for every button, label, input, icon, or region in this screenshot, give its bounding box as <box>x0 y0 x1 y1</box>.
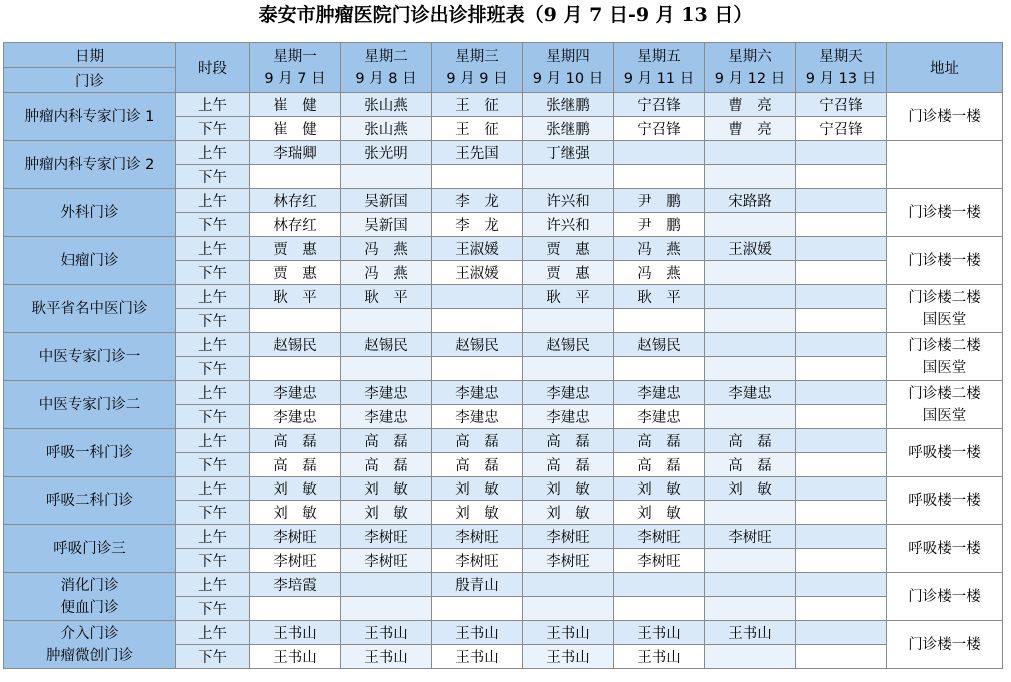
header-weekday: 星期一 <box>273 48 317 65</box>
doctor-cell <box>250 309 341 333</box>
doctor-cell: 贾 惠 <box>523 237 614 261</box>
doctor-cell <box>796 237 887 261</box>
doctor-cell <box>341 165 432 189</box>
doctor-cell: 高 磊 <box>705 453 796 477</box>
doctor-cell: 耿 平 <box>341 285 432 309</box>
doctor-cell <box>796 381 887 405</box>
doctor-cell: 冯 燕 <box>341 261 432 285</box>
doctor-cell: 耿 平 <box>614 285 705 309</box>
doctor-cell: 林存红 <box>250 189 341 213</box>
period-am: 上午 <box>176 429 250 453</box>
doctor-cell <box>796 333 887 357</box>
doctor-cell <box>705 357 796 381</box>
doctor-cell <box>705 597 796 621</box>
doctor-cell <box>705 165 796 189</box>
doctor-cell <box>614 597 705 621</box>
header-weekday: 星期天 <box>819 48 863 65</box>
clinic-name-line: 肿瘤内科专家门诊 2 <box>24 156 155 173</box>
doctor-cell: 李树旺 <box>523 525 614 549</box>
doctor-cell: 李树旺 <box>341 549 432 573</box>
page-title: 泰安市肿瘤医院门诊出诊排班表（9 月 7 日-9 月 13 日） <box>258 4 753 26</box>
doctor-cell <box>614 573 705 597</box>
header-date-label: 日期 <box>4 43 176 68</box>
doctor-cell: 李 龙 <box>432 213 523 237</box>
period-pm: 下午 <box>176 597 250 621</box>
period-am: 上午 <box>176 93 250 117</box>
doctor-cell: 赵锡民 <box>614 333 705 357</box>
doctor-cell: 李树旺 <box>614 549 705 573</box>
doctor-cell: 王淑媛 <box>432 261 523 285</box>
table-row <box>4 237 1003 261</box>
doctor-cell: 李建忠 <box>432 405 523 429</box>
period-pm: 下午 <box>176 405 250 429</box>
doctor-cell <box>341 309 432 333</box>
doctor-cell <box>796 645 887 669</box>
doctor-cell: 王书山 <box>432 621 523 645</box>
doctor-cell <box>796 525 887 549</box>
period-pm: 下午 <box>176 501 250 525</box>
doctor-cell: 刘 敏 <box>341 477 432 501</box>
clinic-address-line: 门诊楼一楼 <box>908 252 981 269</box>
clinic-name-line: 耿平省名中医门诊 <box>31 300 148 317</box>
doctor-cell <box>432 357 523 381</box>
doctor-cell: 高 磊 <box>341 429 432 453</box>
doctor-cell: 王书山 <box>523 621 614 645</box>
doctor-cell <box>432 597 523 621</box>
doctor-cell: 王书山 <box>614 621 705 645</box>
doctor-cell <box>705 261 796 285</box>
doctor-cell: 王书山 <box>614 645 705 669</box>
doctor-cell: 刘 敏 <box>523 501 614 525</box>
doctor-cell: 王先国 <box>432 141 523 165</box>
period-am: 上午 <box>176 189 250 213</box>
doctor-cell: 崔 健 <box>250 117 341 141</box>
table-row <box>4 93 1003 117</box>
doctor-cell <box>341 597 432 621</box>
clinic-name-line: 消化门诊 <box>60 577 119 594</box>
table-row <box>4 189 1003 213</box>
doctor-cell: 曹 亮 <box>705 93 796 117</box>
clinic-address <box>887 141 1003 189</box>
doctor-cell <box>705 309 796 333</box>
table-row <box>4 429 1003 453</box>
doctor-cell <box>796 357 887 381</box>
doctor-cell: 李建忠 <box>614 405 705 429</box>
doctor-cell <box>250 165 341 189</box>
doctor-cell: 赵锡民 <box>523 333 614 357</box>
header-date: 9 月 13 日 <box>805 70 877 87</box>
doctor-cell: 宁召锋 <box>796 93 887 117</box>
doctor-cell <box>796 141 887 165</box>
doctor-cell <box>523 165 614 189</box>
clinic-name <box>4 429 176 477</box>
doctor-cell: 高 磊 <box>341 453 432 477</box>
doctor-cell: 赵锡民 <box>341 333 432 357</box>
period-am: 上午 <box>176 141 250 165</box>
doctor-cell: 王 征 <box>432 93 523 117</box>
clinic-name <box>4 525 176 573</box>
clinic-name <box>4 189 176 237</box>
doctor-cell: 张继鹏 <box>523 117 614 141</box>
doctor-cell <box>523 597 614 621</box>
doctor-cell <box>341 357 432 381</box>
doctor-cell: 王书山 <box>705 621 796 645</box>
clinic-name-line: 介入门诊 <box>60 625 119 642</box>
doctor-cell <box>796 477 887 501</box>
header-date: 9 月 8 日 <box>355 70 417 87</box>
period-pm: 下午 <box>176 549 250 573</box>
doctor-cell: 贾 惠 <box>523 261 614 285</box>
doctor-cell <box>523 309 614 333</box>
doctor-cell <box>705 645 796 669</box>
table-row <box>4 333 1003 357</box>
doctor-cell <box>250 357 341 381</box>
doctor-cell: 高 磊 <box>432 429 523 453</box>
doctor-cell: 李树旺 <box>250 549 341 573</box>
doctor-cell <box>705 213 796 237</box>
doctor-cell: 李树旺 <box>432 525 523 549</box>
period-pm: 下午 <box>176 117 250 141</box>
doctor-cell: 刘 敏 <box>614 501 705 525</box>
clinic-address <box>887 573 1003 621</box>
period-am: 上午 <box>176 237 250 261</box>
doctor-cell: 宋路路 <box>705 189 796 213</box>
clinic-name-line: 外科门诊 <box>60 204 119 221</box>
doctor-cell <box>705 141 796 165</box>
doctor-cell: 刘 敏 <box>705 477 796 501</box>
doctor-cell: 吴新国 <box>341 189 432 213</box>
period-am: 上午 <box>176 381 250 405</box>
doctor-cell: 李建忠 <box>250 381 341 405</box>
header-clinic-label: 门诊 <box>4 68 176 93</box>
table-row <box>4 573 1003 597</box>
doctor-cell: 高 磊 <box>250 453 341 477</box>
doctor-cell <box>705 285 796 309</box>
clinic-name <box>4 381 176 429</box>
clinic-address-line: 门诊楼一楼 <box>908 636 981 653</box>
doctor-cell: 王淑媛 <box>705 237 796 261</box>
clinic-address-line: 门诊楼一楼 <box>908 204 981 221</box>
doctor-cell: 张光明 <box>341 141 432 165</box>
period-am: 上午 <box>176 573 250 597</box>
header-day-7 <box>796 43 887 93</box>
doctor-cell: 吴新国 <box>341 213 432 237</box>
clinic-name <box>4 285 176 333</box>
clinic-address <box>887 477 1003 525</box>
doctor-cell: 王淑媛 <box>432 237 523 261</box>
period-am: 上午 <box>176 621 250 645</box>
clinic-name-line: 妇瘤门诊 <box>60 252 119 269</box>
doctor-cell: 李 龙 <box>432 189 523 213</box>
doctor-cell: 张山燕 <box>341 117 432 141</box>
doctor-cell: 王 征 <box>432 117 523 141</box>
header-day-4 <box>523 43 614 93</box>
doctor-cell: 张山燕 <box>341 93 432 117</box>
doctor-cell: 冯 燕 <box>614 261 705 285</box>
doctor-cell: 王书山 <box>341 621 432 645</box>
doctor-cell <box>796 309 887 333</box>
doctor-cell: 李建忠 <box>250 405 341 429</box>
doctor-cell: 张继鹏 <box>523 93 614 117</box>
period-am: 上午 <box>176 285 250 309</box>
clinic-address-line: 门诊楼一楼 <box>908 588 981 605</box>
period-pm: 下午 <box>176 357 250 381</box>
clinic-address-line: 呼吸楼一楼 <box>908 540 981 557</box>
header-date: 9 月 7 日 <box>264 70 326 87</box>
period-pm: 下午 <box>176 213 250 237</box>
doctor-cell: 宁召锋 <box>614 117 705 141</box>
doctor-cell: 刘 敏 <box>250 501 341 525</box>
clinic-address <box>887 381 1003 429</box>
header-weekday: 星期五 <box>637 48 681 65</box>
clinic-address-line: 门诊楼二楼 <box>908 385 981 402</box>
doctor-cell: 刘 敏 <box>341 501 432 525</box>
clinic-address-line: 呼吸楼一楼 <box>908 492 981 509</box>
doctor-cell <box>614 165 705 189</box>
doctor-cell: 李建忠 <box>523 405 614 429</box>
clinic-address-line: 门诊楼二楼 <box>908 289 981 306</box>
doctor-cell <box>705 549 796 573</box>
doctor-cell <box>523 573 614 597</box>
clinic-name <box>4 573 176 621</box>
header-weekday: 星期四 <box>546 48 590 65</box>
clinic-address-line: 呼吸楼一楼 <box>908 444 981 461</box>
doctor-cell: 耿 平 <box>523 285 614 309</box>
header-day-1 <box>250 43 341 93</box>
doctor-cell: 李建忠 <box>523 381 614 405</box>
doctor-cell <box>250 597 341 621</box>
doctor-cell: 李树旺 <box>250 525 341 549</box>
doctor-cell: 尹 鹏 <box>614 213 705 237</box>
doctor-cell: 高 磊 <box>432 453 523 477</box>
table-row <box>4 285 1003 309</box>
clinic-name-line: 中医专家门诊二 <box>38 396 141 413</box>
clinic-name <box>4 477 176 525</box>
doctor-cell <box>796 165 887 189</box>
doctor-cell <box>796 405 887 429</box>
period-pm: 下午 <box>176 309 250 333</box>
header-date: 9 月 10 日 <box>532 70 604 87</box>
doctor-cell <box>523 357 614 381</box>
clinic-address-line: 国医堂 <box>922 407 967 424</box>
period-am: 上午 <box>176 477 250 501</box>
header-period-label: 时段 <box>176 43 250 93</box>
doctor-cell: 李培霞 <box>250 573 341 597</box>
doctor-cell: 刘 敏 <box>523 477 614 501</box>
doctor-cell <box>796 189 887 213</box>
table-row <box>4 525 1003 549</box>
header-address-label: 地址 <box>887 43 1003 93</box>
doctor-cell: 王书山 <box>250 621 341 645</box>
doctor-cell <box>796 285 887 309</box>
doctor-cell: 冯 燕 <box>614 237 705 261</box>
period-am: 上午 <box>176 525 250 549</box>
period-am: 上午 <box>176 333 250 357</box>
doctor-cell: 殷青山 <box>432 573 523 597</box>
doctor-cell: 贾 惠 <box>250 237 341 261</box>
clinic-name-line: 肿瘤内科专家门诊 1 <box>24 108 155 125</box>
clinic-address-line: 门诊楼一楼 <box>908 108 981 125</box>
doctor-cell: 王书山 <box>250 645 341 669</box>
clinic-address <box>887 621 1003 669</box>
period-pm: 下午 <box>176 453 250 477</box>
doctor-cell: 崔 健 <box>250 93 341 117</box>
doctor-cell: 刘 敏 <box>250 477 341 501</box>
clinic-name-line: 呼吸二科门诊 <box>46 492 133 509</box>
period-pm: 下午 <box>176 165 250 189</box>
clinic-address-line: 门诊楼二楼 <box>908 337 981 354</box>
table-row <box>4 141 1003 165</box>
header-day-3 <box>432 43 523 93</box>
header-weekday: 星期六 <box>728 48 772 65</box>
doctor-cell: 林存红 <box>250 213 341 237</box>
doctor-cell: 王书山 <box>341 645 432 669</box>
doctor-cell: 尹 鹏 <box>614 189 705 213</box>
doctor-cell: 李建忠 <box>341 405 432 429</box>
doctor-cell: 许兴和 <box>523 189 614 213</box>
clinic-name-line: 肿瘤微创门诊 <box>46 647 133 664</box>
clinic-address-line: 国医堂 <box>922 311 967 328</box>
doctor-cell: 刘 敏 <box>432 477 523 501</box>
doctor-cell <box>614 141 705 165</box>
header-day-5 <box>614 43 705 93</box>
doctor-cell <box>796 453 887 477</box>
table-row <box>4 621 1003 645</box>
doctor-cell <box>796 549 887 573</box>
doctor-cell <box>705 573 796 597</box>
header-date: 9 月 11 日 <box>623 70 695 87</box>
doctor-cell <box>796 429 887 453</box>
header-date: 9 月 9 日 <box>446 70 508 87</box>
clinic-name-line: 便血门诊 <box>60 599 119 616</box>
doctor-cell: 李建忠 <box>341 381 432 405</box>
clinic-name <box>4 333 176 381</box>
doctor-cell: 李树旺 <box>705 525 796 549</box>
doctor-cell: 赵锡民 <box>250 333 341 357</box>
clinic-name-line: 中医专家门诊一 <box>38 348 141 365</box>
doctor-cell: 李建忠 <box>614 381 705 405</box>
doctor-cell <box>614 357 705 381</box>
doctor-cell: 王书山 <box>432 645 523 669</box>
doctor-cell <box>796 597 887 621</box>
doctor-cell <box>432 165 523 189</box>
clinic-address <box>887 237 1003 285</box>
doctor-cell <box>705 501 796 525</box>
clinic-name <box>4 141 176 189</box>
doctor-cell <box>796 501 887 525</box>
doctor-cell: 曹 亮 <box>705 117 796 141</box>
doctor-cell: 高 磊 <box>523 453 614 477</box>
clinic-name-line: 呼吸门诊三 <box>53 540 126 557</box>
doctor-cell <box>432 309 523 333</box>
doctor-cell <box>341 573 432 597</box>
clinic-name <box>4 621 176 669</box>
header-row <box>4 43 1003 68</box>
table-row <box>4 477 1003 501</box>
clinic-name <box>4 237 176 285</box>
doctor-cell: 刘 敏 <box>614 477 705 501</box>
doctor-cell: 王书山 <box>523 645 614 669</box>
header-weekday: 星期二 <box>364 48 408 65</box>
clinic-address-line: 国医堂 <box>922 359 967 376</box>
doctor-cell: 贾 惠 <box>250 261 341 285</box>
doctor-cell <box>796 621 887 645</box>
doctor-cell: 李树旺 <box>341 525 432 549</box>
clinic-name <box>4 93 176 141</box>
doctor-cell: 赵锡民 <box>432 333 523 357</box>
clinic-address <box>887 333 1003 381</box>
clinic-address <box>887 285 1003 333</box>
doctor-cell: 宁召锋 <box>614 93 705 117</box>
period-pm: 下午 <box>176 261 250 285</box>
header-day-2 <box>341 43 432 93</box>
table-row <box>4 381 1003 405</box>
doctor-cell <box>796 573 887 597</box>
clinic-address <box>887 429 1003 477</box>
doctor-cell: 高 磊 <box>705 429 796 453</box>
doctor-cell <box>432 285 523 309</box>
doctor-cell: 李建忠 <box>705 381 796 405</box>
header-date: 9 月 12 日 <box>714 70 786 87</box>
doctor-cell: 刘 敏 <box>432 501 523 525</box>
clinic-address <box>887 93 1003 141</box>
header-weekday: 星期三 <box>455 48 499 65</box>
clinic-name-line: 呼吸一科门诊 <box>46 444 133 461</box>
doctor-cell <box>796 261 887 285</box>
doctor-cell: 冯 燕 <box>341 237 432 261</box>
doctor-cell: 高 磊 <box>250 429 341 453</box>
doctor-cell: 李树旺 <box>523 549 614 573</box>
clinic-address <box>887 525 1003 573</box>
doctor-cell <box>614 309 705 333</box>
header-day-6 <box>705 43 796 93</box>
doctor-cell: 李树旺 <box>614 525 705 549</box>
doctor-cell: 李建忠 <box>432 381 523 405</box>
doctor-cell: 高 磊 <box>523 429 614 453</box>
doctor-cell <box>705 405 796 429</box>
doctor-cell: 高 磊 <box>614 429 705 453</box>
doctor-cell: 李瑞卿 <box>250 141 341 165</box>
doctor-cell: 李树旺 <box>432 549 523 573</box>
doctor-cell: 高 磊 <box>614 453 705 477</box>
doctor-cell: 耿 平 <box>250 285 341 309</box>
doctor-cell <box>705 333 796 357</box>
doctor-cell <box>796 213 887 237</box>
doctor-cell: 许兴和 <box>523 213 614 237</box>
period-pm: 下午 <box>176 645 250 669</box>
doctor-cell: 宁召锋 <box>796 117 887 141</box>
doctor-cell: 丁继强 <box>523 141 614 165</box>
clinic-address <box>887 189 1003 237</box>
schedule-table <box>3 42 1003 669</box>
